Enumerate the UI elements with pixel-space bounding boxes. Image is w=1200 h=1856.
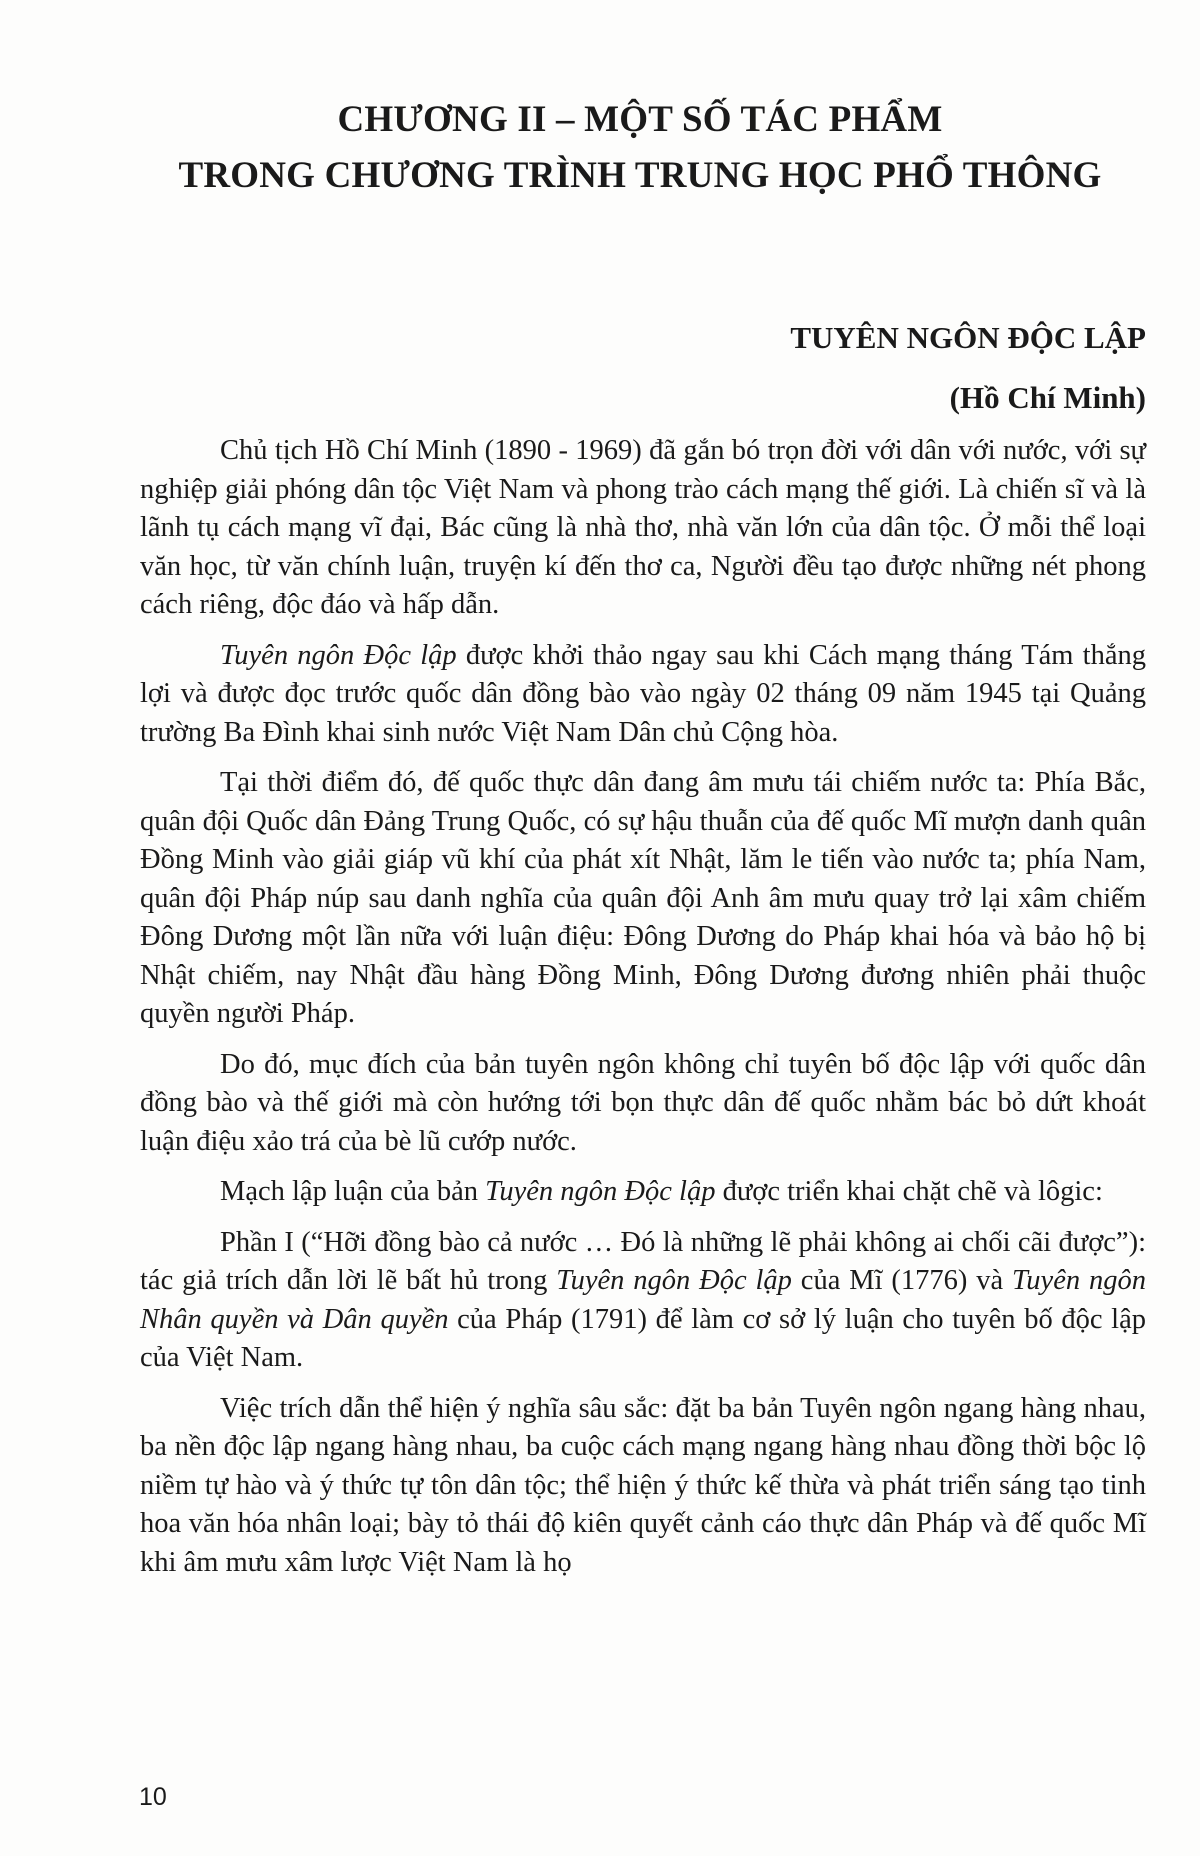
work-author: (Hồ Chí Minh) <box>949 380 1146 415</box>
page-number: 10 <box>139 1783 167 1811</box>
italic-french-declaration: Tuyên ngôn Nhân quyền và Dân quyền <box>140 1265 1146 1335</box>
paragraph-2-text: được khởi thảo ngay sau khi Cách mạng tháng Tám thắng lợi và được đọc trước quốc dân đồng bào vào ngày 02 tháng 09 năm 1945 tại Quảng trường Ba Đình khai sinh nước Việt Nam Dân chủ Cộng hòa. <box>140 639 1146 748</box>
body-text <box>140 432 1146 1582</box>
paragraph-5-after: được triển khai chặt chẽ và lôgic: <box>715 1176 1103 1207</box>
chapter-heading <box>150 92 1130 204</box>
paragraph-4: Do đó, mục đích của bản tuyên ngôn không chỉ tuyên bố độc lập với quốc dân đồng bào và thế giới mà còn hướng tới bọn thực dân đế quốc nhằm bác bỏ dứt khoát luận điệu xảo trá của bè lũ cướp nước. <box>140 1048 1146 1157</box>
paragraph-2 <box>140 637 1146 753</box>
paragraph-6-part-2: của Mĩ (1776) và <box>791 1265 1013 1296</box>
paragraph-6-part-3: của Pháp (1791) để làm cơ sở lý luận cho tuyên bố độc lập của Việt Nam. <box>140 1303 1146 1373</box>
italic-work-title: Tuyên ngôn Độc lập <box>220 639 457 671</box>
italic-us-declaration: Tuyên ngôn Độc lập <box>556 1265 792 1296</box>
paragraph-5 <box>140 1173 1146 1212</box>
paragraph-5-before: Mạch lập luận của bản <box>220 1176 486 1207</box>
paragraph-3: Tại thời điểm đó, đế quốc thực dân đang âm mưu tái chiếm nước ta: Phía Bắc, quân đội Quốc dân Đảng Trung Quốc, có sự hậu thuẫn của đế quốc Mĩ mượn danh quân Đồng Minh vào giải giáp vũ khí của phát xít Nhật, lăm le tiến vào nước ta; phía Nam, quân đội Pháp núp sau danh nghĩa của quân đội Anh âm mưu quay trở lại xâm chiếm Đông Dương một lần nữa với luận điệu: Đông Dương do Pháp khai hóa và bảo hộ bị Nhật chiếm, nay Nhật đầu hàng Đồng Minh, Đông Dương đương nhiên phải thuộc quyền người Pháp. <box>140 767 1146 1029</box>
paragraph-1: Chủ tịch Hồ Chí Minh (1890 - 1969) đã gắn bó trọn đời với dân với nước, với sự nghiệp giải phóng dân tộc Việt Nam và phong trào cách mạng thế giới. Là chiến sĩ và là lãnh tụ cách mạng vĩ đại, Bác cũng là nhà thơ, nhà văn lớn của dân tộc. Ở mỗi thể loại văn học, từ văn chính luận, truyện kí đến thơ ca, Người đều tạo được những nét phong cách riêng, độc đáo và hấp dẫn. <box>140 435 1146 620</box>
chapter-heading-line-1: CHƯƠNG II – MỘT SỐ TÁC PHẨM <box>337 99 943 140</box>
paragraph-6 <box>140 1224 1146 1378</box>
chapter-heading-line-2: TRONG CHƯƠNG TRÌNH TRUNG HỌC PHỔ THÔNG <box>178 155 1102 196</box>
italic-work-title: Tuyên ngôn Độc lập <box>485 1176 716 1207</box>
paragraph-6-part-1: Phần I (“Hỡi đồng bào cả nước … Đó là những lẽ phải không ai chối cãi được”): tác giả trích dẫn lời lẽ bất hủ trong <box>140 1226 1146 1296</box>
work-title: TUYÊN NGÔN ĐỘC LẬP <box>790 320 1146 355</box>
paragraph-7: Việc trích dẫn thể hiện ý nghĩa sâu sắc: đặt ba bản Tuyên ngôn ngang hàng nhau, ba nền độc lập ngang hàng nhau, ba cuộc cách mạng ngang hàng nhau đồng thời bộc lộ niềm tự hào và ý thức tự tôn dân tộc; thể hiện ý thức kế thừa và phát triển sáng tạo tinh hoa văn hóa nhân loại; bày tỏ thái độ kiên quyết cảnh cáo thực dân Pháp và đế quốc Mĩ khi âm mưu xâm lược Việt Nam là họ <box>140 1392 1146 1578</box>
